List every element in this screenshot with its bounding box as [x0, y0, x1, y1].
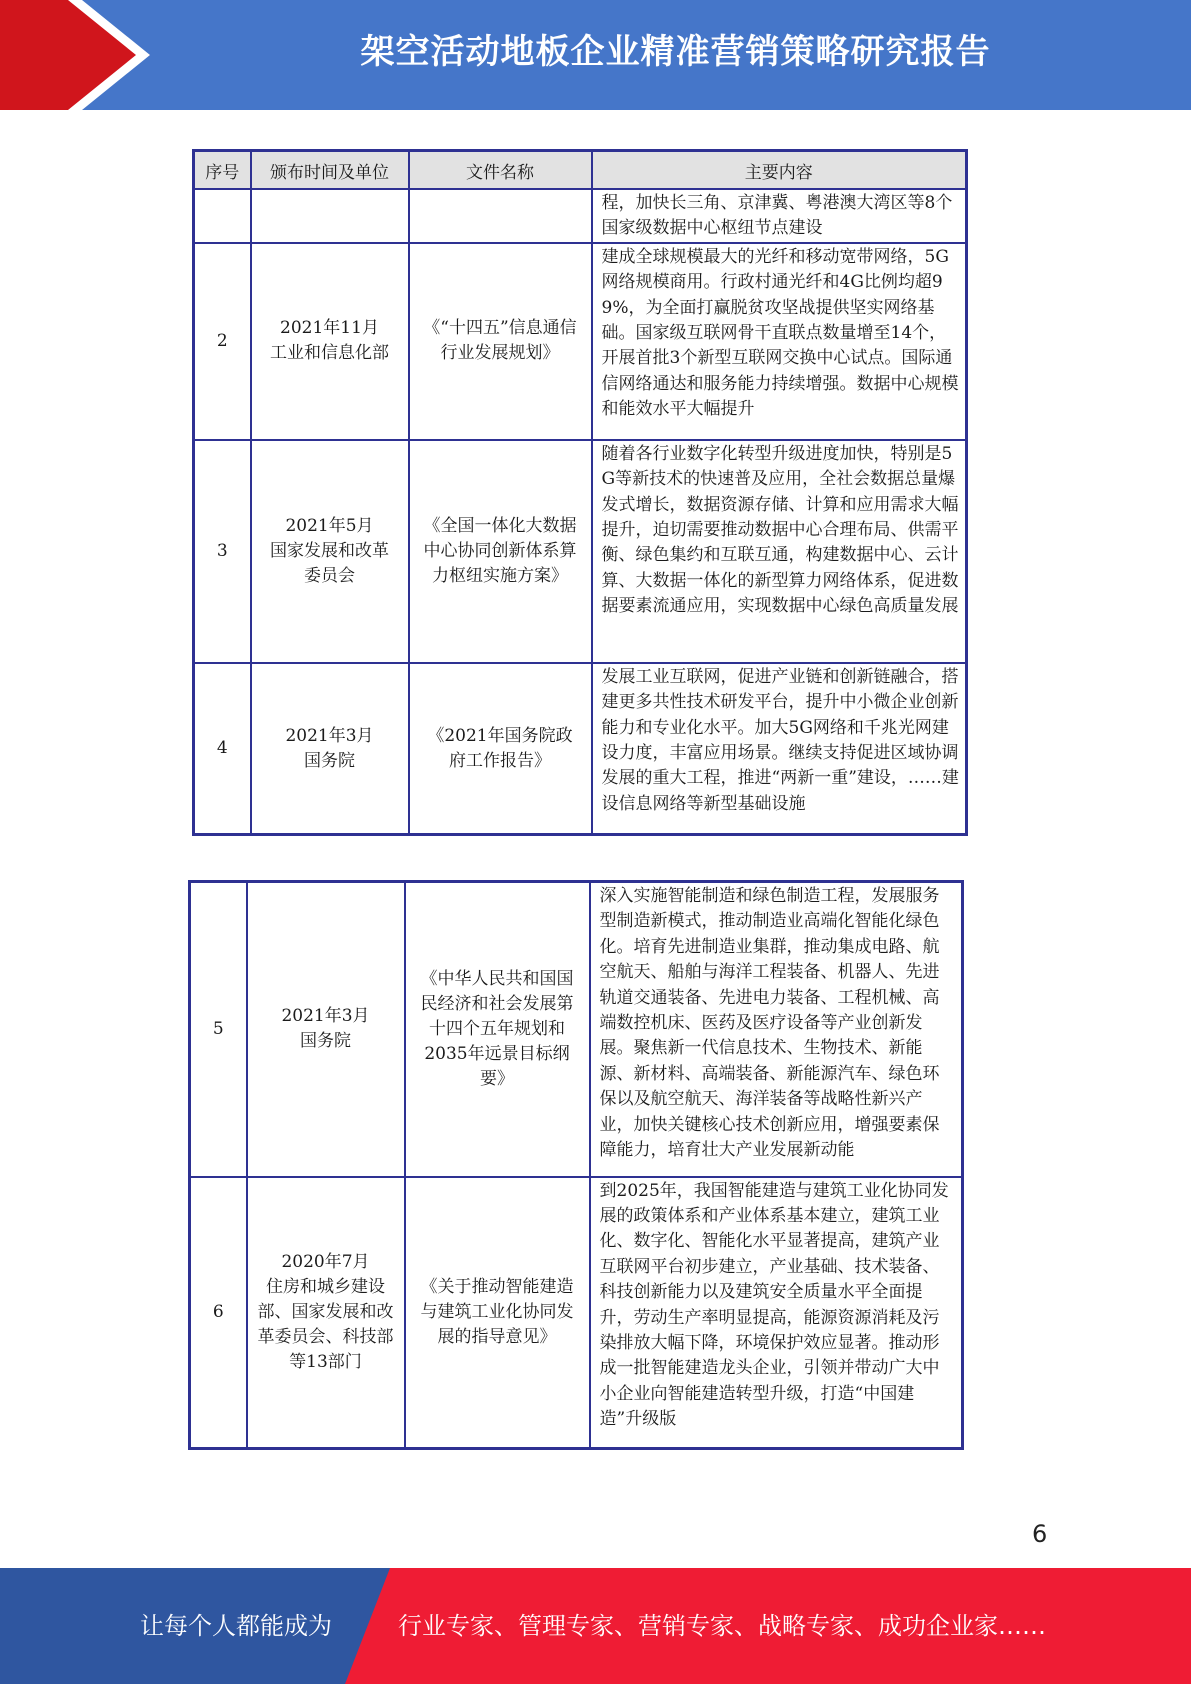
- footer-slogan-right: 行业专家、管理专家、营销专家、战略专家、成功企业家……: [398, 1612, 1046, 1640]
- report-title: 架空活动地板企业精准营销策略研究报告: [360, 32, 991, 72]
- cell-date: 2021年3月: [281, 1006, 370, 1027]
- cell-no: 5: [190, 882, 247, 1177]
- cell-date: 2021年11月: [280, 318, 379, 339]
- policy-table-part-2: [188, 880, 964, 1450]
- table-row: [190, 882, 963, 1177]
- table-row: [190, 1177, 963, 1449]
- column-header-no: 序号: [194, 151, 251, 190]
- page-number: 6: [1032, 1520, 1048, 1548]
- table-row-continuation: [194, 189, 967, 243]
- cell-no: 4: [194, 663, 251, 835]
- cell-date-unit: [247, 1177, 405, 1449]
- cell-doc-name: 《“十四五”信息通信行业发展规划》: [409, 243, 592, 440]
- cell-unit: 国务院: [304, 750, 355, 771]
- table-header-row: [194, 151, 967, 190]
- cell-content: 深入实施智能制造和绿色制造工程，发展服务型制造新模式，推动制造业高端化智能化绿色化。培育先进制造业集群，推动集成电路、航空航天、船舶与海洋工程装备、机器人、先进轨道交通装备、先进电力装备、工程机械、高端数控机床、医药及医疗设备等产业创新发展。聚焦新一代信息技术、生物技术、新能源、新材料、高端装备、新能源汽车、绿色环保以及航空航天、海洋装备等战略性新兴产业，加快关键核心技术创新应用，增强要素保障能力，培育壮大产业发展新动能: [590, 882, 963, 1177]
- cell-date-unit: [251, 243, 409, 440]
- cell-doc-name: 《中华人民共和国国民经济和社会发展第十四个五年规划和2035年远景目标纲要》: [405, 882, 590, 1177]
- cell-content: 随着各行业数字化转型升级进度加快，特别是5G等新技术的快速普及应用，全社会数据总量爆发式增长，数据资源存储、计算和应用需求大幅提升，迫切需要推动数据中心合理布局、供需平衡、绿色集约和互联互通，构建数据中心、云计算、大数据一体化的新型算力网络体系，促进数据要素流通应用，实现数据中心绿色高质量发展: [592, 440, 967, 663]
- cell-no: 6: [190, 1177, 247, 1449]
- table-row: [194, 440, 967, 663]
- cell-no: 2: [194, 243, 251, 440]
- cell-unit: 工业和信息化部: [270, 343, 389, 364]
- cell-no: 3: [194, 440, 251, 663]
- cell-doc-name: 《2021年国务院政府工作报告》: [409, 663, 592, 835]
- cell-content: 建成全球规模最大的光纤和移动宽带网络，5G网络规模商用。行政村通光纤和4G比例均超99%，为全面打赢脱贫攻坚战提供坚实网络基础。国家级互联网骨干直联点数量增至14个，开展首批3个新型互联网交换中心试点。国际通信网络通达和服务能力持续增强。数据中心规模和能效水平大幅提升: [592, 243, 967, 440]
- cell-unit: 住房和城乡建设部、国家发展和改革委员会、科技部等13部门: [257, 1276, 394, 1372]
- table-row: [194, 243, 967, 440]
- header-red-chevron: [0, 0, 150, 110]
- table-row: [194, 663, 967, 835]
- page-footer: [0, 1568, 1191, 1684]
- column-header-date-unit: 颁布时间及单位: [251, 151, 409, 190]
- cell-date: 2021年3月: [285, 725, 374, 746]
- cell-doc-name: 《关于推动智能建造与建筑工业化协同发展的指导意见》: [405, 1177, 590, 1449]
- cell-date-unit: [251, 440, 409, 663]
- cell-content: 发展工业互联网，促进产业链和创新链融合，搭建更多共性技术研发平台，提升中小微企业创新能力和专业化水平。加大5G网络和千兆光网建设力度，丰富应用场景。继续支持促进区域协调发展的重大工程，推进“两新一重”建设，……建设信息网络等新型基础设施: [592, 663, 967, 835]
- cell-unit: 国务院: [300, 1031, 351, 1052]
- cell-content: 到2025年，我国智能建造与建筑工业化协同发展的政策体系和产业体系基本建立，建筑工业化、数字化、智能化水平显著提高，建筑产业互联网平台初步建立，产业基础、技术装备、科技创新能力以及建筑安全质量水平全面提升，劳动生产率明显提高，能源资源消耗及污染排放大幅下降，环境保护效应显著。推动形成一批智能建造龙头企业，引领并带动广大中小企业向智能建造转型升级，打造“中国建造”升级版: [590, 1177, 963, 1449]
- policy-table-part-1: [192, 149, 968, 836]
- cell-date-unit: [247, 882, 405, 1177]
- cell-doc-name: 《全国一体化大数据中心协同创新体系算力枢纽实施方案》: [409, 440, 592, 663]
- cell-unit: 国家发展和改革委员会: [270, 540, 389, 586]
- page-header: [0, 0, 1191, 110]
- footer-slogan-left: 让每个人都能成为: [140, 1612, 332, 1640]
- column-header-content: 主要内容: [592, 151, 967, 190]
- cell-date: 2020年7月: [281, 1251, 370, 1272]
- column-header-doc-name: 文件名称: [409, 151, 592, 190]
- cell-content: 程，加快长三角、京津冀、粤港澳大湾区等8个国家级数据中心枢纽节点建设: [592, 189, 967, 243]
- cell-date-unit: [251, 663, 409, 835]
- cell-date: 2021年5月: [285, 515, 374, 536]
